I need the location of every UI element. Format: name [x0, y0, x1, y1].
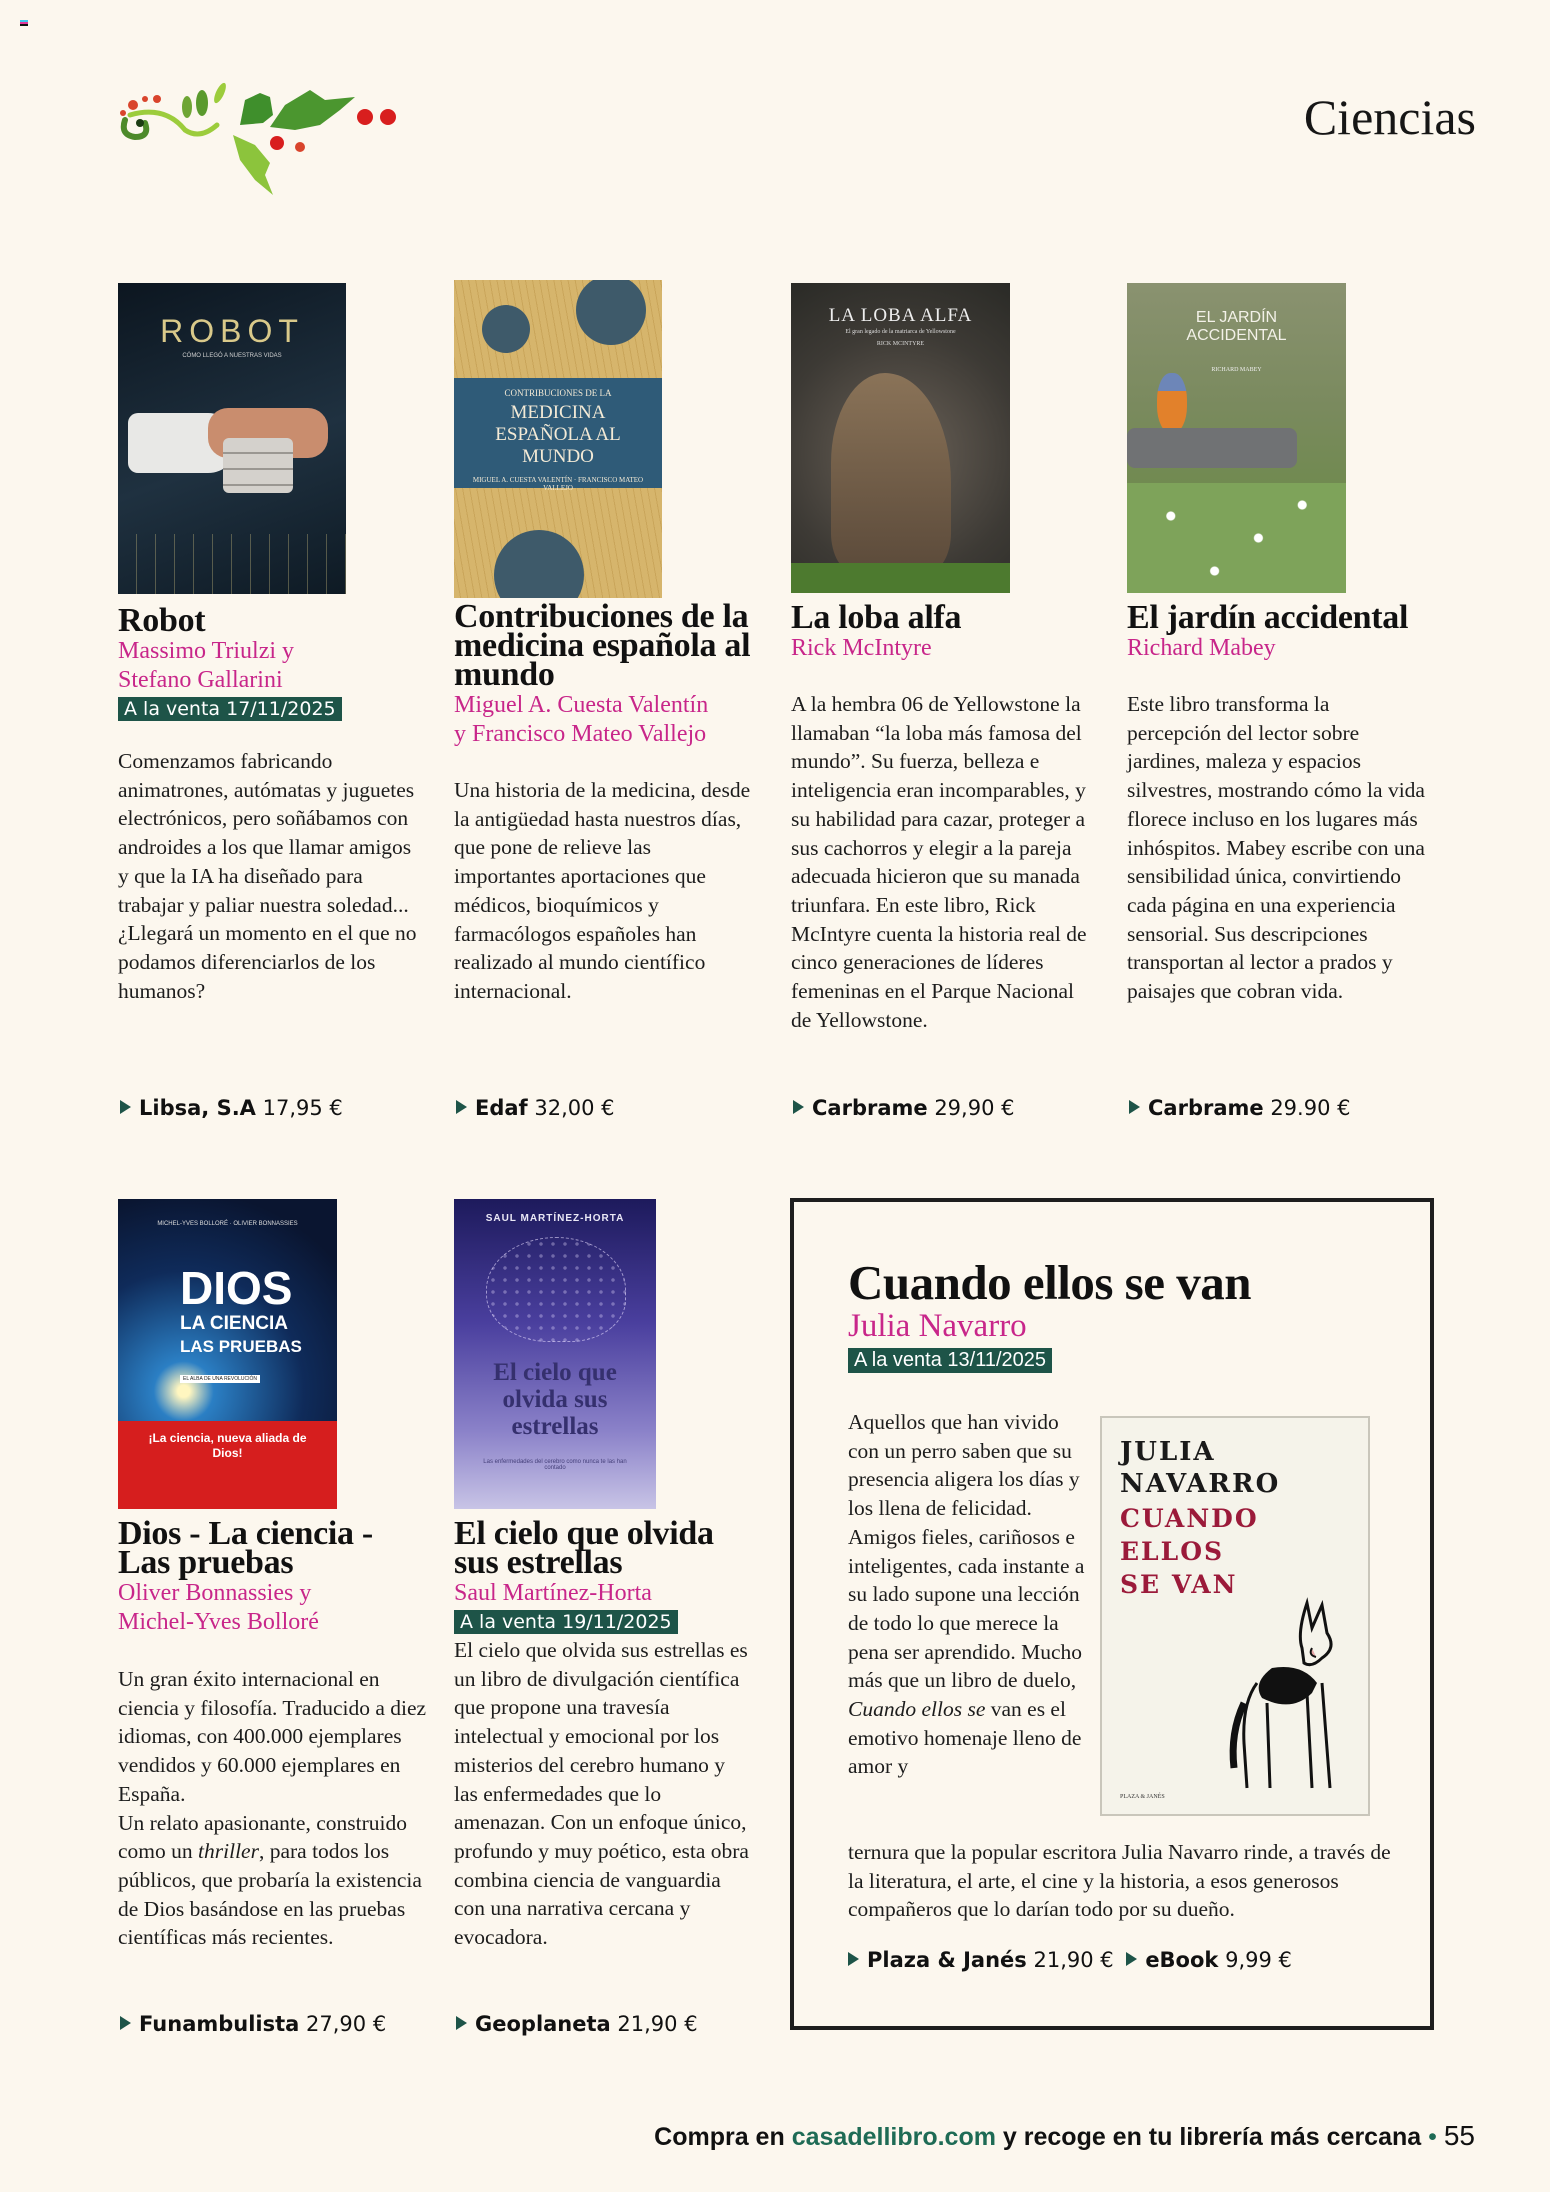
play-triangle-icon	[456, 1100, 467, 1114]
price-value: 29.90 €	[1270, 1096, 1351, 1120]
cover-line3: LAS PRUEBAS	[180, 1337, 302, 1356]
price-link-dios[interactable]	[120, 2012, 386, 2036]
cover-line2: LA CIENCIA	[180, 1313, 289, 1334]
cover-author-line: NAVARRO	[1120, 1469, 1281, 1499]
price-link-el-jardin-accidental[interactable]	[1129, 1096, 1350, 1120]
publisher-name: Funambulista	[139, 2012, 300, 2036]
price-value: 29,90 €	[934, 1096, 1015, 1120]
cover-author: SAUL MARTÍNEZ-HORTA	[485, 1213, 625, 1224]
price-link-ebook[interactable]	[1126, 1948, 1292, 1972]
book-author: Oliver Bonnassies y Michel-Yves Bolloré	[118, 1580, 319, 1635]
book-title: El cielo que olvida sus estrellas	[454, 1515, 714, 1581]
release-date-badge: A la venta 13/11/2025	[848, 1348, 1052, 1373]
cover-author: RICHARD MABEY	[1211, 367, 1262, 373]
wolf-illustration	[831, 373, 951, 573]
play-triangle-icon	[120, 2016, 131, 2030]
book-cover-contribuciones[interactable]	[454, 280, 662, 598]
book-title: Dios - La ciencia - Las pruebas	[118, 1515, 373, 1581]
book-description: Comenzamos fabricando animatrones, autómatas y juguetes electrónicos, pero soñábamos con androides a los que llamar amigos y que la IA ha diseñado para trabajar y paliar nuestra soledad... ¿Llegará un momento en el que no podamos diferenciarlos de los humanos?	[118, 749, 417, 1003]
release-date-badge: A la venta 17/11/2025	[118, 697, 342, 721]
play-triangle-icon	[793, 1100, 804, 1114]
book-author: Massimo Triulzi y Stefano Gallarini	[118, 638, 295, 693]
price-value: 17,95 €	[262, 1096, 343, 1120]
footer-website-link[interactable]: casadellibro.com	[791, 2123, 996, 2151]
book-cover-cuando-ellos-se-van[interactable]	[1100, 1416, 1370, 1816]
dog-illustration-icon	[1212, 1593, 1352, 1793]
book-cover-el-jardin-accidental[interactable]	[1127, 283, 1346, 593]
cover-band: EL ALBA DE UNA REVOLUCIÓN	[180, 1375, 260, 1383]
featured-description-full: ternura que la popular escritora Julia Navarro rinde, a través de la literatura, el arte, el cine y la historia, a esos generosos compañeros que lo darían todo por su dueño.	[848, 1840, 1391, 1922]
price-links-featured	[848, 1948, 1292, 1972]
section-title: Ciencias	[1303, 89, 1476, 145]
book-author: Rick McIntyre	[791, 635, 932, 661]
book-cover-el-cielo[interactable]	[454, 1199, 656, 1509]
book-description: A la hembra 06 de Yellowstone la llamaban “la loba más famosa del mundo”. Su fuerza, belleza e inteligencia eran incomparables, y su habilidad para cazar, proteger a sus cachorros y elegir a la pareja adecuada hicieron que su manada triunfara. En este libro, Rick McIntyre cuenta la historia real de cinco generaciones de líderes femeninas en el Parque Nacional de Yellowstone.	[791, 692, 1087, 1032]
cover-title-line: ELLOS	[1120, 1537, 1225, 1566]
price-value: 32,00 €	[534, 1096, 615, 1120]
cover-authors: MICHEL-YVES BOLLORÉ · OLIVIER BONNASSIES	[157, 1221, 298, 1227]
featured-title: Cuando ellos se van	[848, 1255, 1252, 1310]
page-number: 55	[1443, 2120, 1475, 2151]
format-name: eBook	[1145, 1948, 1219, 1972]
book-description: Este libro transforma la percepción del lector sobre jardines, maleza y espacios silvestres, mostrando cómo la vida florece incluso en los lugares más inhóspitos. Mabey escribe con una sensibilidad única, convirtiendo cada página en una experiencia sensorial. Sus descripciones transportan al lector a prados y paisajes que cobran vida.	[1127, 692, 1425, 1004]
featured-author: Julia Navarro	[848, 1308, 1027, 1344]
publisher-name: Plaza & Janés	[867, 1948, 1027, 1972]
book-title: La loba alfa	[791, 599, 962, 636]
cover-title: EL JARDÍN ACCIDENTAL	[1186, 309, 1287, 344]
holly-decoration-icon	[105, 75, 405, 200]
robot-handshake-illustration	[128, 403, 328, 503]
cover-title: LA LOBA ALFA	[828, 305, 973, 326]
footer	[654, 2120, 1475, 2152]
price-value: 21,90 €	[1033, 1948, 1114, 1972]
cover-title: ROBOT	[160, 313, 304, 349]
cover-subtitle: CÓMO LLEGÓ A NUESTRAS VIDAS	[182, 353, 282, 359]
play-triangle-icon	[848, 1952, 859, 1966]
footer-prefix: Compra en	[654, 2123, 785, 2151]
cover-imprint-logo: PLAZA & JANÉS	[1120, 1794, 1165, 1800]
book-cover-la-loba-alfa[interactable]	[791, 283, 1010, 593]
book-author: Richard Mabey	[1127, 635, 1276, 661]
footer-suffix: y recoge en tu librería más cercana	[1002, 2123, 1422, 2151]
featured-book-box	[790, 1198, 1434, 2030]
book-author: Saul Martínez-Horta	[454, 1580, 652, 1606]
price-link-la-loba-alfa[interactable]	[793, 1096, 1014, 1120]
book-title: Contribuciones de la medicina española al mundo	[454, 598, 751, 693]
brain-network-illustration	[486, 1237, 626, 1342]
book-card-el-jardin-accidental	[1127, 283, 1437, 1006]
book-description: El cielo que olvida sus estrellas es un libro de divulgación científica que propone una travesía intelectual y emocional por los misterios del cerebro humano y las enfermedades que lo amenazan. Con un enfoque único, profundo y muy poético, esta obra combina ciencia de vanguardia con una narrativa cercana y evocadora.	[454, 1638, 749, 1950]
book-card-dios	[118, 1199, 428, 1952]
book-title: Robot	[118, 602, 206, 639]
cover-title-line: CUANDO	[1120, 1504, 1259, 1533]
cover-pretitle: CONTRIBUCIONES DE LA	[504, 388, 612, 398]
publisher-name: Carbrame	[1148, 1096, 1264, 1120]
book-cover-robot[interactable]	[118, 283, 346, 594]
cover-red-band: ¡La ciencia, nueva aliada de Dios!	[118, 1421, 337, 1509]
price-value: 27,90 €	[306, 2012, 387, 2036]
cover-author-line: JULIA	[1120, 1437, 1216, 1467]
price-value: 9,99 €	[1225, 1948, 1292, 1972]
book-card-la-loba-alfa	[791, 283, 1101, 1034]
publisher-name: Carbrame	[812, 1096, 928, 1120]
publisher-name: Libsa, S.A	[139, 1096, 256, 1120]
bird-illustration	[1157, 373, 1187, 433]
price-value: 21,90 €	[617, 2012, 698, 2036]
play-triangle-icon	[1129, 1100, 1140, 1114]
price-link-contribuciones[interactable]	[456, 1096, 615, 1120]
cover-subtitle: El gran legado de la matriarca de Yellowstone	[845, 329, 956, 335]
price-link-el-cielo[interactable]	[456, 2012, 698, 2036]
price-link-plaza-janes[interactable]	[848, 1948, 1114, 1972]
price-link-robot[interactable]	[120, 1096, 343, 1120]
cover-title: El cielo que olvida sus estrellas	[493, 1359, 617, 1440]
play-triangle-icon	[456, 2016, 467, 2030]
cover-author: RICK MCINTYRE	[876, 341, 925, 347]
release-date-badge: A la venta 19/11/2025	[454, 1610, 678, 1634]
cover-title: DIOS	[180, 1262, 293, 1314]
featured-description-column: Aquellos que han vivido con un perro saben que su presencia aligera los días y los llena de felicidad. Amigos fieles, cariñosos e inteligentes, cada instante a su lado supone una lección de todo lo que merece la pena ser aprendido. Mucho más que un libro de duelo, Cuando ellos se van es el emotivo homenaje lleno de amor y	[848, 1410, 1085, 1779]
print-registration-mark	[20, 20, 28, 28]
publisher-name: Edaf	[475, 1096, 528, 1120]
play-triangle-icon	[1126, 1952, 1137, 1966]
footer-bullet-icon: •	[1428, 2123, 1437, 2151]
cover-authors: MIGUEL A. CUESTA VALENTÍN · FRANCISCO MATEO VALLEJO	[472, 476, 644, 492]
book-card-contribuciones	[454, 280, 764, 1006]
book-card-robot	[118, 283, 428, 1005]
book-description: Un gran éxito internacional en ciencia y filosofía. Traducido a diez idiomas, con 400.000 ejemplares vendidos y 60.000 ejemplares en España. Un relato apasionante, construido como un thriller, para todos los públicos, que probaría la existencia de Dios basándose en las pruebas científicas más recientes.	[118, 1667, 427, 1950]
book-cover-dios[interactable]	[118, 1199, 337, 1509]
publisher-name: Geoplaneta	[475, 2012, 611, 2036]
book-title: El jardín accidental	[1127, 599, 1409, 636]
book-author: Miguel A. Cuesta Valentín y Francisco Mateo Vallejo	[454, 692, 709, 747]
book-description: Una historia de la medicina, desde la antigüedad hasta nuestros días, que pone de relieve las importantes aportaciones que médicos, bioquímicos y farmacólogos españoles han realizado al mundo científico internacional.	[454, 778, 751, 1003]
cover-title-line: SE VAN	[1120, 1570, 1238, 1599]
play-triangle-icon	[120, 1100, 131, 1114]
cover-subtitle: Las enfermedades del cerebro como nunca te las han contado	[483, 1459, 627, 1471]
cover-title: MEDICINA ESPAÑOLA AL MUNDO	[495, 402, 621, 467]
book-card-el-cielo	[454, 1199, 764, 1952]
